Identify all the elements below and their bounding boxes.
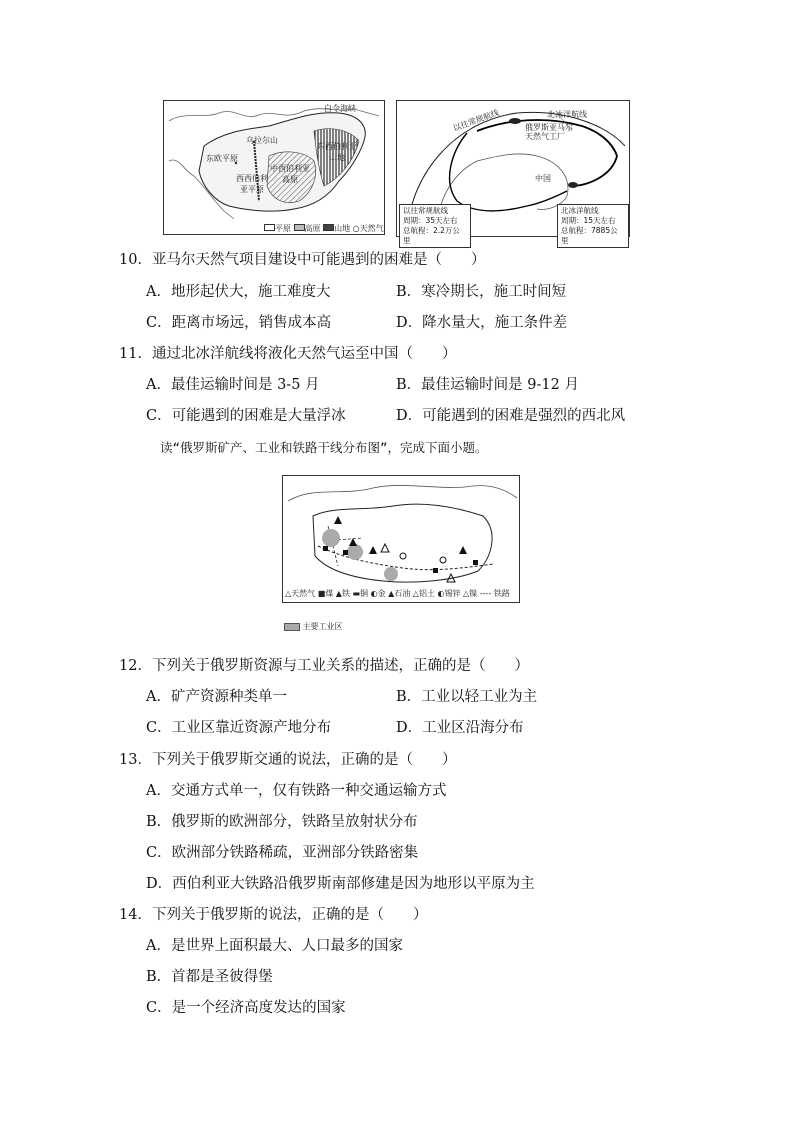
q11-stem: 11．通过北冰洋航线将液化天然气运至中国（ ） bbox=[119, 346, 457, 362]
q14-option-a[interactable]: A．是世界上面积最大、人口最多的国家 bbox=[146, 938, 403, 954]
q14-option-c[interactable]: C．是一个经济高度发达的国家 bbox=[146, 1000, 346, 1016]
q10-option-a[interactable]: A．地形起伏大，施工难度大 bbox=[146, 284, 331, 300]
industry-legend-symbols: △天然气 ■煤 ▲铁 ▬铜 ◐金 ▲石油 △铝土 ◐锡锌 △镍 ---- 铁路 bbox=[285, 589, 510, 598]
industry-legend-zone bbox=[284, 621, 343, 632]
label-central-siberia: 中西伯利亚高原 bbox=[270, 164, 310, 184]
terrain-map bbox=[163, 100, 385, 235]
q10-option-d[interactable]: D．降水量大，施工条件差 bbox=[396, 315, 568, 331]
q12-option-d[interactable]: D．工业区沿海分布 bbox=[396, 720, 524, 736]
north-route-infobox bbox=[557, 204, 629, 248]
legend-plateau: 高原 bbox=[304, 224, 321, 233]
q12-option-c[interactable]: C．工业区靠近资源产地分布 bbox=[146, 720, 332, 736]
q12-option-a[interactable]: A．矿产资源种类单一 bbox=[146, 689, 287, 705]
old-route-title: 以往常规航线 bbox=[403, 206, 448, 215]
legend-gas-icon: ○ bbox=[352, 224, 360, 233]
q12-option-b[interactable]: B．工业以轻工业为主 bbox=[396, 689, 538, 705]
q10-option-c[interactable]: C．距离市场远，销售成本高 bbox=[146, 315, 332, 331]
q11-option-d[interactable]: D．可能遇到的困难是强烈的西北风 bbox=[396, 408, 626, 424]
north-route-title: 北冰洋航线 bbox=[561, 206, 599, 215]
q13-option-d[interactable]: D．西伯利亚大铁路沿俄罗斯南部修建是因为地形以平原为主 bbox=[146, 876, 535, 892]
q10-option-b[interactable]: B．寒冷期长，施工时间短 bbox=[396, 284, 567, 300]
label-east-plain: 东欧平原 bbox=[206, 154, 238, 163]
q11-option-b[interactable]: B．最佳运输时间是 9-12 月 bbox=[396, 377, 579, 393]
north-route-period: 周期：15天左右 bbox=[561, 216, 616, 225]
terrain-legend bbox=[264, 223, 384, 234]
legend-plain: 平原 bbox=[275, 224, 291, 233]
label-east-siberia: 东西伯利亚山地 bbox=[317, 142, 357, 162]
legend-plain-swatch bbox=[264, 224, 275, 231]
north-route-distance: 总航程：7885公里 bbox=[561, 226, 618, 245]
q13-stem: 13．下列关于俄罗斯交通的说法，正确的是（ ） bbox=[119, 752, 457, 768]
reading-instruction: 读“俄罗斯矿产、工业和铁路干线分布图”，完成下面小题。 bbox=[160, 440, 488, 455]
label-west-siberia: 西西伯利亚平原 bbox=[236, 174, 268, 194]
q13-option-b[interactable]: B．俄罗斯的欧洲部分，铁路呈放射状分布 bbox=[146, 814, 418, 830]
label-north-route: 北冰洋航线 bbox=[547, 110, 587, 119]
industry-map-drawing bbox=[283, 476, 519, 602]
label-china: 中国 bbox=[535, 174, 551, 183]
q11-option-a[interactable]: A．最佳运输时间是 3-5 月 bbox=[146, 377, 320, 393]
legend-gas: 天然气 bbox=[359, 224, 384, 233]
q11-option-c[interactable]: C．可能遇到的困难是大量浮冰 bbox=[146, 408, 346, 424]
legend-plateau-swatch bbox=[294, 224, 305, 231]
old-route-period: 周期：35天左右 bbox=[403, 216, 458, 225]
label-yamal: 俄罗斯亚马尔天然气工厂 bbox=[525, 123, 573, 141]
q14-option-b[interactable]: B．首都是圣彼得堡 bbox=[146, 969, 273, 985]
old-route-distance: 总航程：2.2万公里 bbox=[403, 226, 460, 245]
industry-map bbox=[282, 475, 520, 603]
industry-zone-swatch bbox=[284, 623, 300, 631]
industry-zone-label: 主要工业区 bbox=[302, 622, 343, 631]
q12-stem: 12．下列关于俄罗斯资源与工业关系的描述，正确的是（ ） bbox=[119, 658, 529, 674]
q14-stem: 14．下列关于俄罗斯的说法，正确的是（ ） bbox=[119, 907, 428, 923]
q13-option-c[interactable]: C．欧洲部分铁路稀疏，亚洲部分铁路密集 bbox=[146, 845, 419, 861]
label-ural: 乌拉尔山 bbox=[246, 136, 278, 145]
label-old-route: 以往常规航线 bbox=[451, 108, 501, 133]
legend-mountain: 山地 bbox=[334, 224, 351, 233]
q10-stem: 10．亚马尔天然气项目建设中可能遇到的困难是（ ） bbox=[119, 252, 486, 268]
label-bering: 白令海峡 bbox=[324, 104, 356, 113]
q13-option-a[interactable]: A．交通方式单一，仅有铁路一种交通运输方式 bbox=[146, 783, 447, 799]
old-route-infobox bbox=[399, 204, 471, 248]
legend-mountain-swatch bbox=[323, 224, 334, 231]
route-map bbox=[396, 100, 630, 245]
